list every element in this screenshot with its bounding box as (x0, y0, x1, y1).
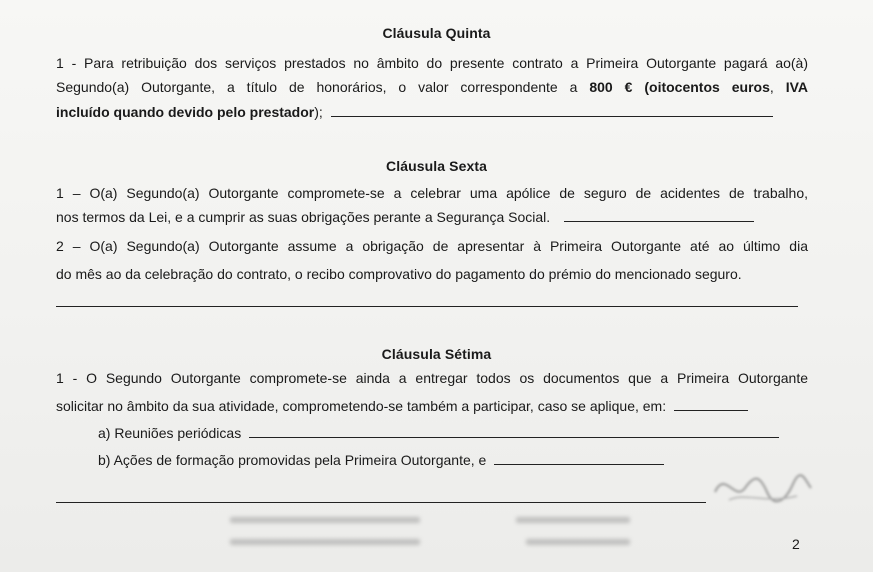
clause-7-item-a (98, 424, 808, 442)
clause-5-end: ); (314, 104, 323, 120)
fill-line (494, 452, 664, 465)
clause-7-line-1: 1 - O Segundo Outorgante compromete-se ainda a entregar todos os documentos que a Primeira Outorgante (56, 370, 808, 386)
clause-5-line-1: 1 - Para retribuição dos serviços prestados no âmbito do presente contrato a Primeira Outorgante pagará ao(à) (56, 55, 808, 71)
fill-line (56, 502, 706, 503)
fill-line (674, 398, 748, 411)
clause-6-p2-line-2: do mês ao da celebração do contrato, o recibo comprovativo do pagamento do prémio do mencionado seguro. (56, 266, 742, 282)
clause-5-line-2 (56, 78, 808, 96)
clause-6-p1-line-1: 1 – O(a) Segundo(a) Outorgante compromete-se a celebrar uma apólice de seguro de acidentes de trabalho, (56, 185, 808, 201)
fill-line (564, 209, 754, 222)
fee-amount: 800 € (oitocentos euros (589, 79, 770, 95)
page-number: 2 (792, 536, 800, 552)
vat-condition: incluído quando devido pelo prestador (56, 104, 315, 120)
fill-line (249, 425, 779, 438)
clause-5-line-3 (56, 103, 808, 121)
fill-line (56, 306, 798, 307)
item-a-text: a) Reuniões periódicas (98, 425, 242, 441)
clause-6-p2-line-1: 2 – O(a) Segundo(a) Outorgante assume a obrigação de apresentar à Primeira Outorgante até ao último dia (56, 238, 808, 254)
clause-7-line-2 (56, 397, 808, 415)
clause-6-p1-line-2 (56, 208, 808, 226)
clause-5-text: Segundo(a) Outorgante, a título de honorários, o valor correspondente a (56, 79, 578, 95)
footer-blurred (230, 517, 630, 557)
clause-6-p1-text: nos termos da Lei, e a cumprir as suas obrigações perante a Segurança Social. (56, 209, 551, 225)
clause-7-heading: Cláusula Sétima (381, 346, 492, 362)
clause-7-text: solicitar no âmbito da sua atividade, comprometendo-se também a participar, caso se aplique, em: (56, 398, 667, 414)
clause-6-heading: Cláusula Sexta (386, 158, 487, 174)
clause-7-item-b (98, 451, 808, 469)
item-b-text: b) Ações de formação promovidas pela Primeira Outorgante, e (98, 452, 487, 468)
comma: , (769, 79, 774, 95)
clause-5-heading: Cláusula Quinta (382, 25, 491, 41)
vat-text: IVA (785, 79, 808, 95)
signature-image (705, 462, 815, 514)
fill-line (331, 104, 773, 117)
